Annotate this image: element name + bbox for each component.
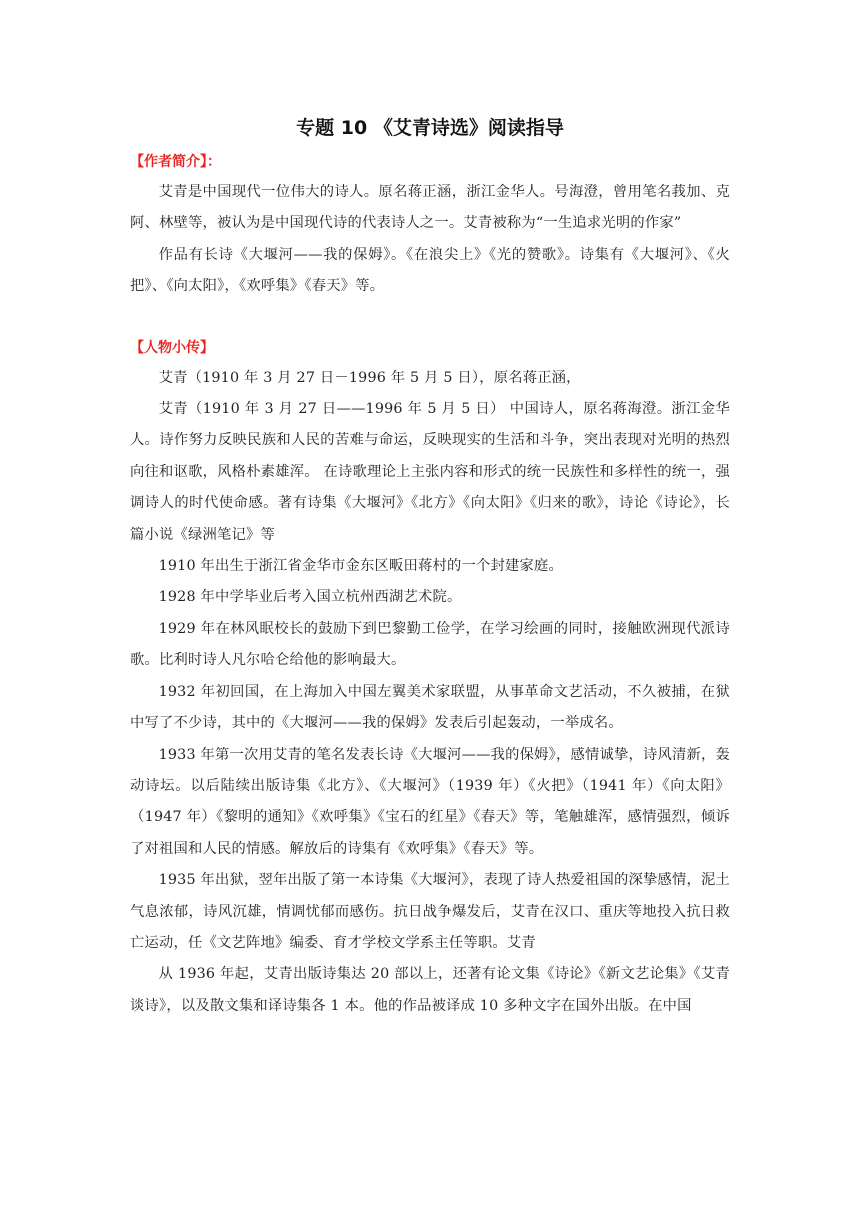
author-intro-section	[130, 147, 730, 303]
section-spacer	[130, 303, 730, 333]
document-page	[130, 113, 730, 1022]
paragraph: 1932 年初回国，在上海加入中国左翼美术家联盟，从事革命文艺活动，不久被捕，在狱中写了不少诗，其中的《大堰河——我的保姆》发表后引起轰动，一举成名。	[130, 683, 730, 732]
section-heading-author-intro: 【作者简介】：	[130, 154, 221, 170]
paragraph: 艾青是中国现代一位伟大的诗人。原名蒋正涵，浙江金华人。号海澄，曾用笔名莪加、克阿、林壁等，被认为是中国现代诗的代表诗人之一。艾青被称为“一生追求光明的作家”	[130, 184, 730, 232]
paragraph: 1935 年出狱，翌年出版了第一本诗集《大堰河》，表现了诗人热爱祖国的深挚感情，泥土气息浓郁，诗风沉雄，情调忧郁而感伤。抗日战争爆发后，艾青在汉口、重庆等地投入抗日救亡运动，任《文艺阵地》编委、育才学校文学系主任等职。艾青	[130, 872, 730, 951]
paragraph: 1933 年第一次用艾青的笔名发表长诗《大堰河——我的保姆》，感情诚挚，诗风清新，轰动诗坛。以后陆续出版诗集《北方》、《大堰河》（1939 年）《火把》（1941 年）《向太阳》（1947 年）《黎明的通知》《欢呼集》《宝石的红星》《春天》等，笔触雄浑，感情强烈，倾诉了对祖国和人民的情感。解放后的诗集有《欢呼集》《春天》等。	[130, 746, 730, 857]
section-heading-biography: 【人物小传】	[130, 339, 214, 356]
document-title: 专题 10 《艾青诗选》阅读指导	[296, 117, 564, 139]
paragraph: 1910 年出生于浙江省金华市金东区畈田蒋村的一个封建家庭。	[158, 558, 563, 575]
biography-section	[130, 333, 730, 1023]
paragraph: 1928 年中学毕业后考入国立杭州西湖艺术院。	[158, 589, 462, 606]
paragraph: 作品有长诗《大堰河——我的保姆》。《在浪尖上》《光的赞歌》。诗集有《大堰河》、《火把》、《向太阳》，《欢呼集》《春天》等。	[130, 246, 730, 295]
paragraph: 艾青（1910 年 3 月 27 日－1996 年 5 月 5 日），原名蒋正涵，	[158, 369, 581, 386]
paragraph: 艾青（1910 年 3 月 27 日——1996 年 5 月 5 日） 中国诗人，原名蒋海澄。浙江金华人。诗作努力反映民族和人民的苦难与命运，反映现实的生活和斗争，突出表现对光明的热烈向往和讴歌，风格朴素雄浑。 在诗歌理论上主张内容和形式的统一民族性和多样性的统一，强调诗人的时代使命感。著有诗集《大堰河》《北方》《向太阳》《归来的歌》，诗论《诗论》，长篇小说《绿洲笔记》等	[130, 401, 730, 543]
paragraph: 1929 年在林风眠校长的鼓励下到巴黎勤工俭学，在学习绘画的同时，接触欧洲现代派诗歌。比利时诗人凡尔哈仑给他的影响最大。	[130, 620, 730, 669]
paragraph: 从 1936 年起，艾青出版诗集达 20 部以上，还著有论文集《诗论》《新文艺论集》《艾青谈诗》，以及散文集和译诗集各 1 本。他的作品被译成 10 多种文字在国外出版。在中国	[130, 966, 730, 1014]
